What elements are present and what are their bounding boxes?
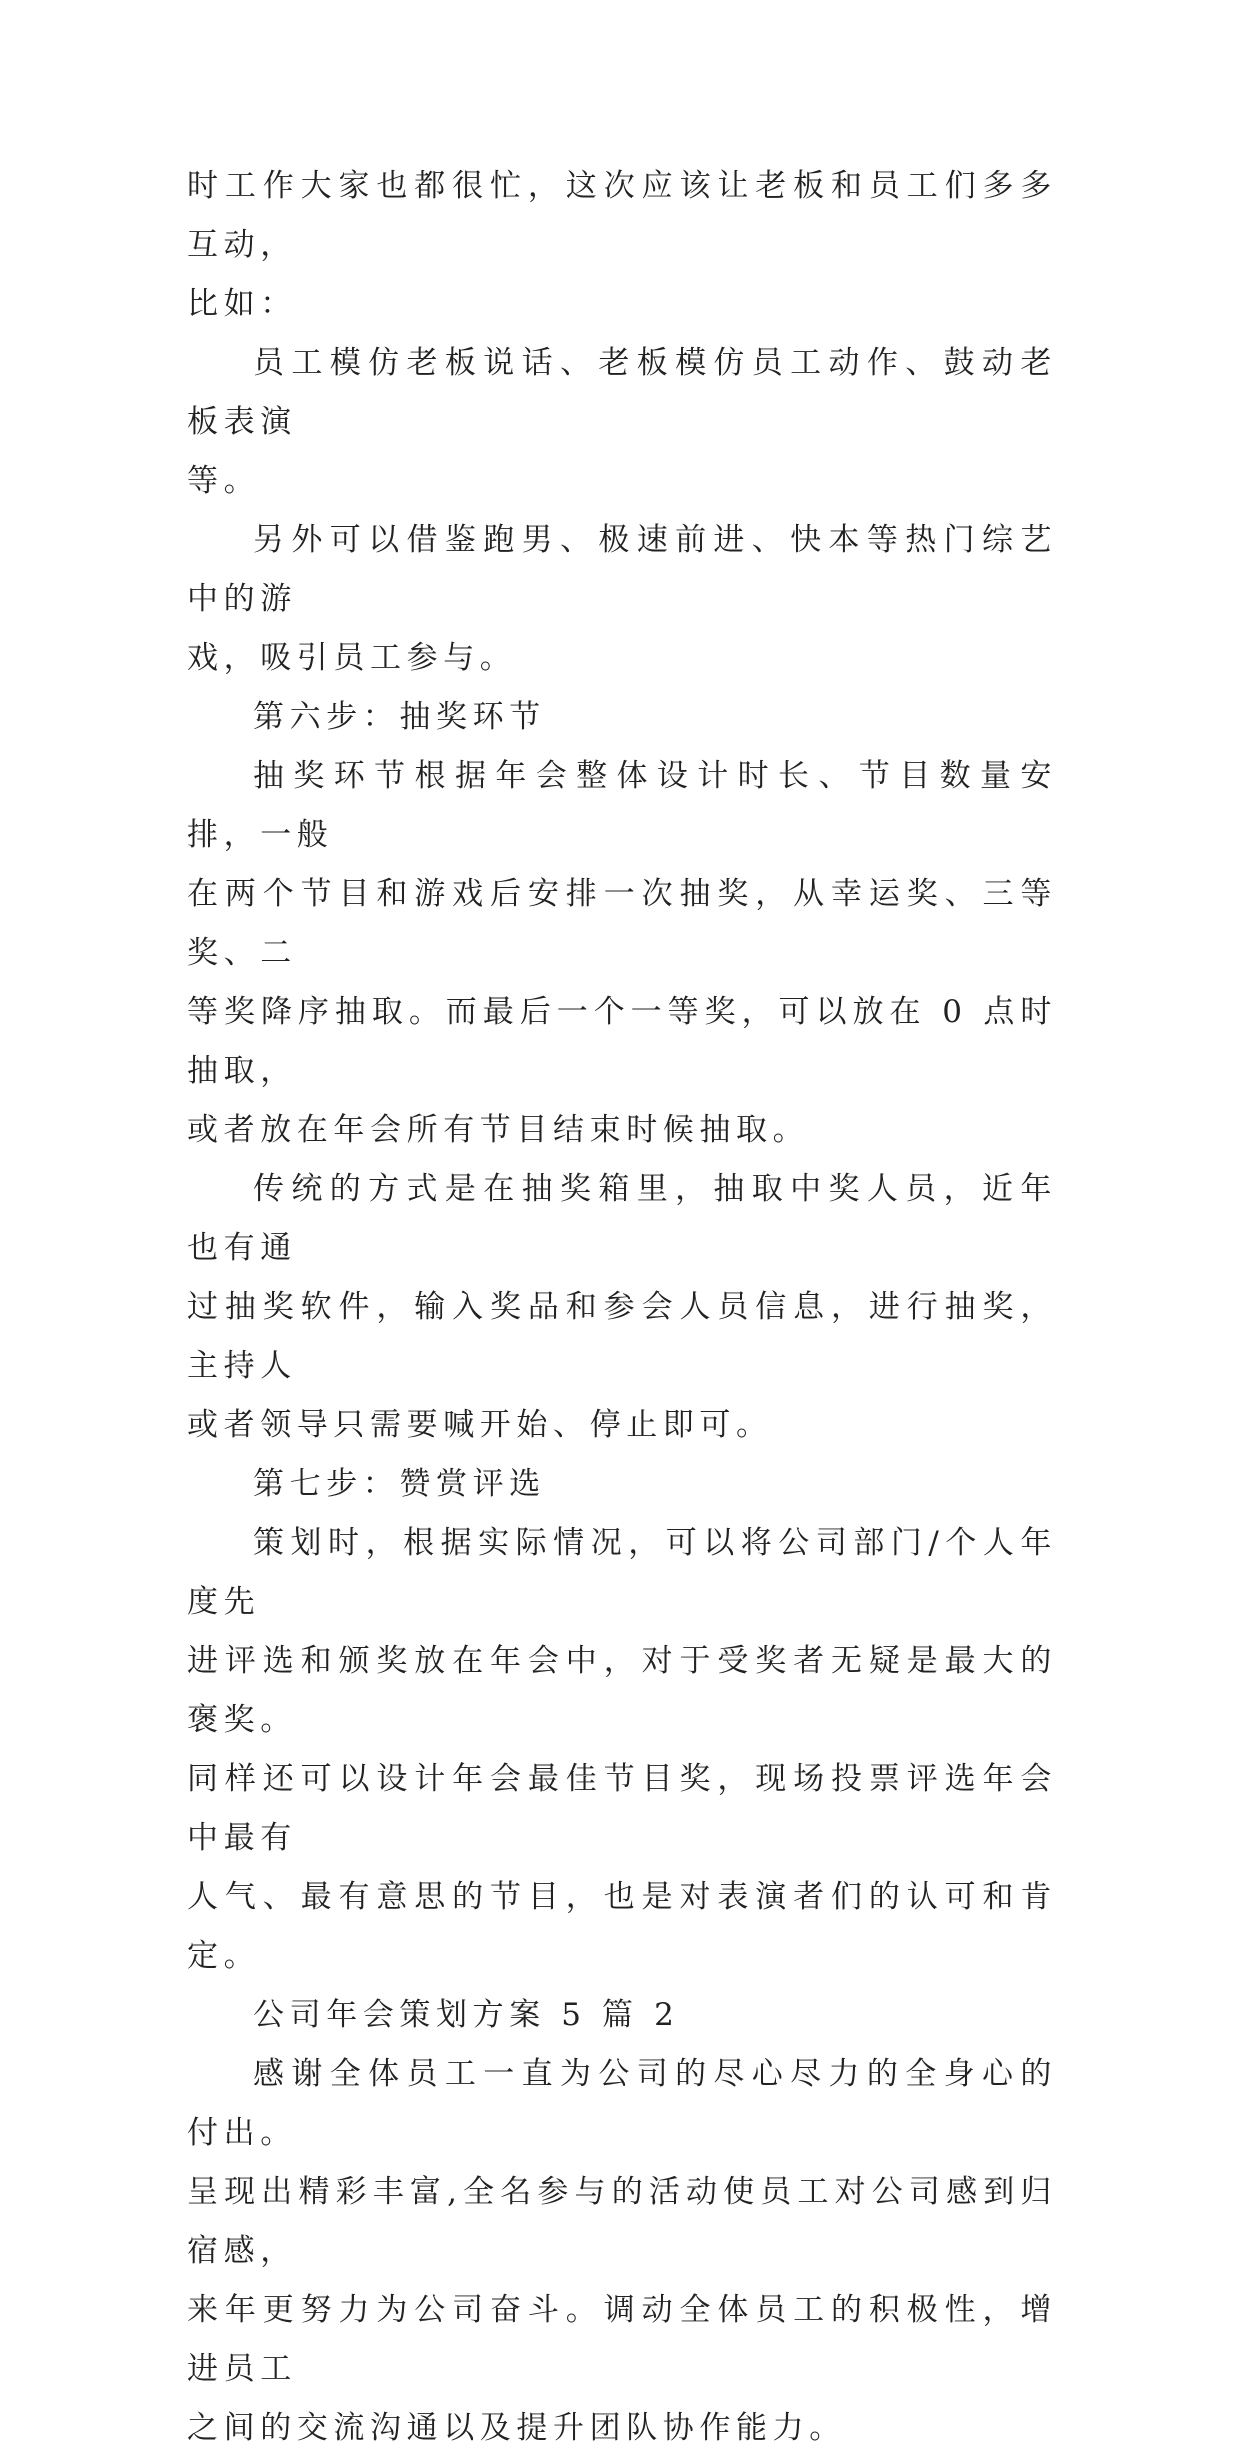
paragraph-continued: 时工作大家也都很忙，这次应该让老板和员工们多多互动， 比如：	[187, 168, 1057, 322]
paragraph-examples: 员工模仿老板说话、老板模仿员工动作、鼓动老板表演 等。	[187, 345, 1057, 499]
paragraph-lottery-schedule: 抽奖环节根据年会整体设计时长、节目数量安排，一般 在两个节目和游戏后安排一次抽奖，从幸运奖、三等奖、二 等奖降序抽取。而最后一个一等奖，可以放在 0 点时抽取， 或者放在年会所有节目结束时候抽取。	[187, 758, 1057, 1148]
paragraph-thanks: 感谢全体员工一直为公司的尽心尽力的全身心的付出。 呈现出精彩丰富,全名参与的活动使员工对公司感到归宿感， 来年更努力为公司奋斗。调动全体员工的积极性，增进员工 之间的交流沟通以及提升团队协作能力。	[187, 2056, 1057, 2446]
document-body	[187, 157, 1057, 2458]
paragraph-lottery-method: 传统的方式是在抽奖箱里，抽取中奖人员，近年也有通 过抽奖软件，输入奖品和参会人员信息，进行抽奖，主持人 或者领导只需要喊开始、停止即可。	[187, 1171, 1057, 1443]
paragraph-games: 另外可以借鉴跑男、极速前进、快本等热门综艺中的游 戏，吸引员工参与。	[187, 522, 1057, 676]
paragraph-awards: 策划时，根据实际情况，可以将公司部门/个人年度先 进评选和颁奖放在年会中，对于受奖者无疑是最大的褒奖。 同样还可以设计年会最佳节目奖，现场投票评选年会中最有 人气、最有意思的节目，也是对表演者们的认可和肯定。	[187, 1525, 1057, 1974]
section-title-plan-2: 公司年会策划方案 5 篇 2	[253, 1997, 680, 2033]
heading-step-seven: 第七步：赞赏评选	[253, 1466, 546, 1502]
heading-step-six: 第六步：抽奖环节	[253, 699, 546, 735]
